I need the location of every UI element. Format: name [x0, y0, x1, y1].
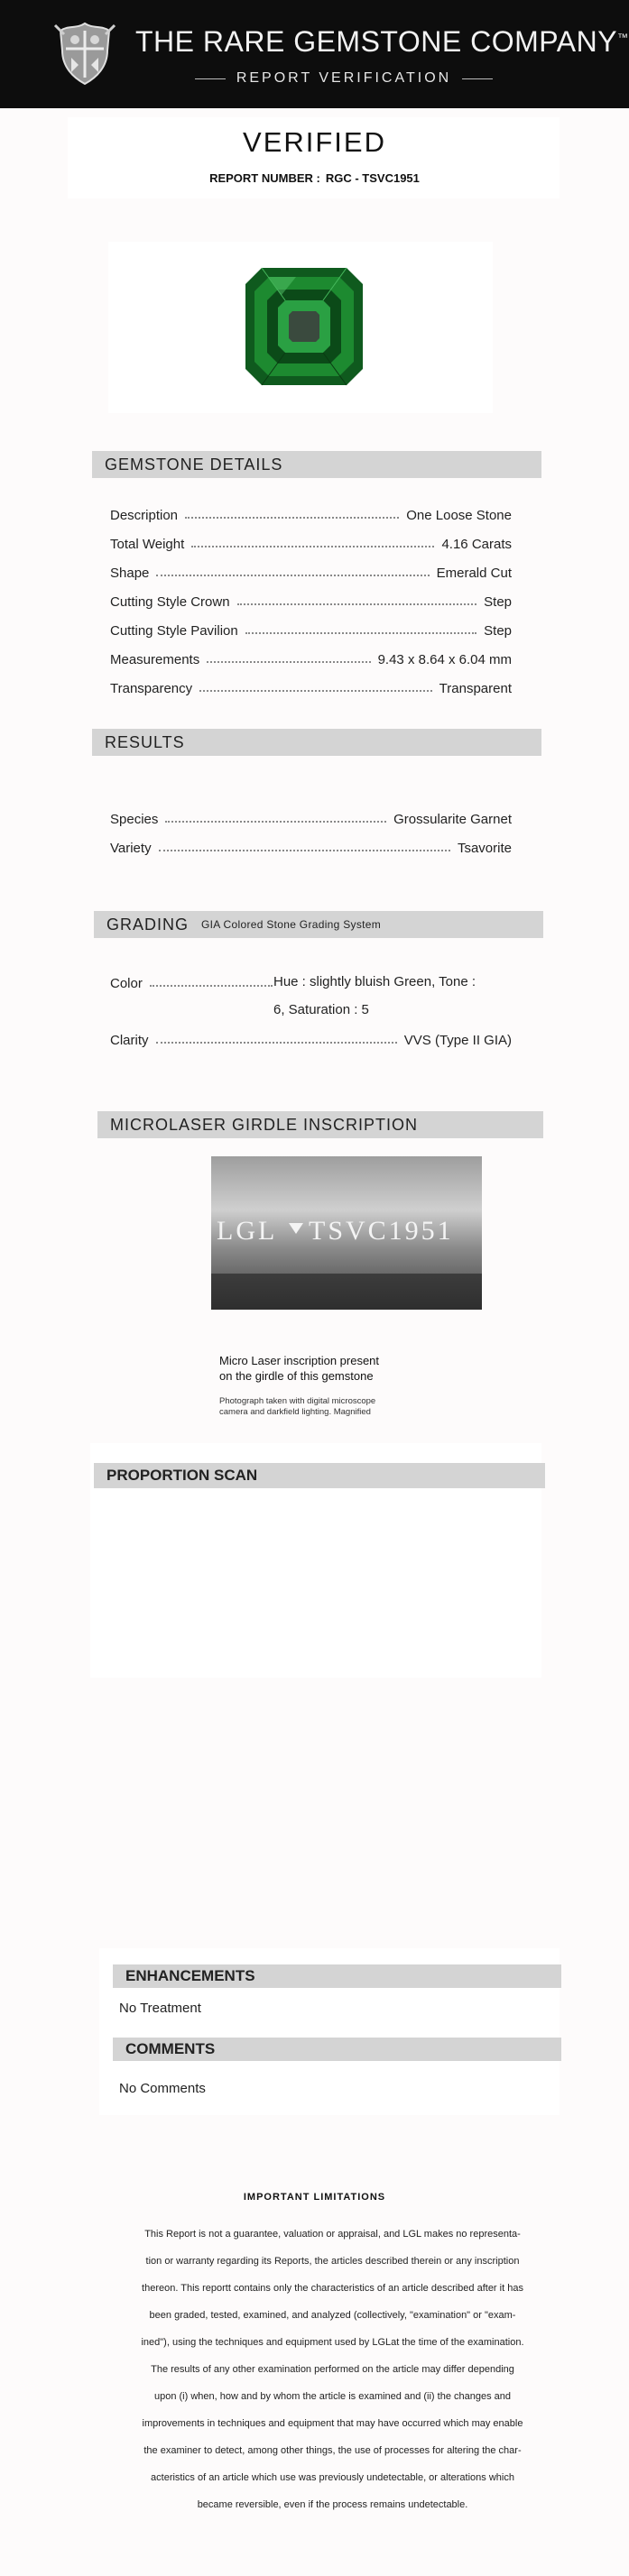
- detail-row-pavilion: Cutting Style Pavilion Step: [110, 623, 512, 639]
- limitations-title: IMPORTANT LIMITATIONS: [243, 2192, 386, 2203]
- verified-status: VERIFIED: [243, 126, 386, 158]
- company-name: THE RARE GEMSTONE COMPANY™: [135, 25, 629, 58]
- grading-color-value-2: 6, Saturation : 5: [273, 1002, 369, 1017]
- grading-system: GIA Colored Stone Grading System: [201, 918, 382, 931]
- grading-clarity-row: Clarity VVS (Type II GIA): [110, 1033, 512, 1048]
- result-row-species: Species Grossularite Garnet: [110, 812, 512, 827]
- results-header: RESULTS: [92, 729, 541, 756]
- subtitle-text: REPORT VERIFICATION: [236, 70, 452, 86]
- limitations-text: This Report is not a guarantee, valuation or appraisal, and LGL makes no representa- tion or warranty regarding its Reports, the articles described therein or any inscription thereon. This reportt contains only the characteristics of an article described after it has been graded, tested, examined, and analyzed (collectively, "examination" or "exam- ined"), using the techniques and equipment used by LGLat the time of the examination. The results of any other examination performed on the article may differ depending upon (i) when, how and by whom the article is examined and (ii) the changes and improvements in techniques and equipment that may have occurred which may enable the examiner to detect, among other things, the use of processes for altering the char- acteristics of an article which use was previously undetectable, or alterations which became reversible, even if the process remains undetectable.: [141, 2229, 524, 2510]
- comments-value: No Comments: [119, 2081, 206, 2096]
- detail-row-measurements: Measurements 9.43 x 8.64 x 6.04 mm: [110, 652, 512, 667]
- result-row-variety: Variety Tsavorite: [110, 841, 512, 856]
- inscription-caption: Micro Laser inscription present on the girdle of this gemstone: [219, 1354, 380, 1383]
- proportion-header: PROPORTION SCAN: [94, 1463, 545, 1488]
- grading-color-value-1: Hue : slightly bluish Green, Tone :: [273, 974, 476, 989]
- grading-header: GRADING GIA Colored Stone Grading System: [94, 911, 543, 938]
- inscription-header: MICROLASER GIRDLE INSCRIPTION: [97, 1111, 543, 1138]
- detail-row-description: Description One Loose Stone: [110, 508, 512, 523]
- inscription-photo-note: Photograph taken with digital microscope camera and darkfield lighting. Magnified: [219, 1396, 376, 1417]
- crest-logo-icon: [50, 18, 120, 88]
- subtitle: [195, 68, 493, 89]
- divider: [195, 78, 226, 79]
- gemstone-details-header: GEMSTONE DETAILS: [92, 451, 541, 478]
- comments-header: COMMENTS: [113, 2038, 561, 2061]
- detail-row-transparency: Transparency Transparent: [110, 681, 512, 696]
- report-number: REPORT NUMBER : RGC - TSVC1951: [209, 171, 420, 185]
- header: [0, 0, 629, 108]
- gemstone-image: [242, 264, 366, 389]
- detail-row-total-weight: Total Weight 4.16 Carats: [110, 537, 512, 552]
- engraving-left-text: LGL: [217, 1216, 278, 1246]
- divider: [462, 78, 493, 79]
- engraving-right-text: TSVC1951: [309, 1216, 454, 1246]
- enhancements-value: No Treatment: [119, 2001, 201, 2016]
- detail-row-shape: Shape Emerald Cut: [110, 566, 512, 581]
- inscription-photo: [211, 1156, 482, 1310]
- detail-row-crown: Cutting Style Crown Step: [110, 594, 512, 610]
- enhancements-header: ENHANCEMENTS: [113, 1964, 561, 1988]
- grading-color-label: Color: [110, 971, 273, 991]
